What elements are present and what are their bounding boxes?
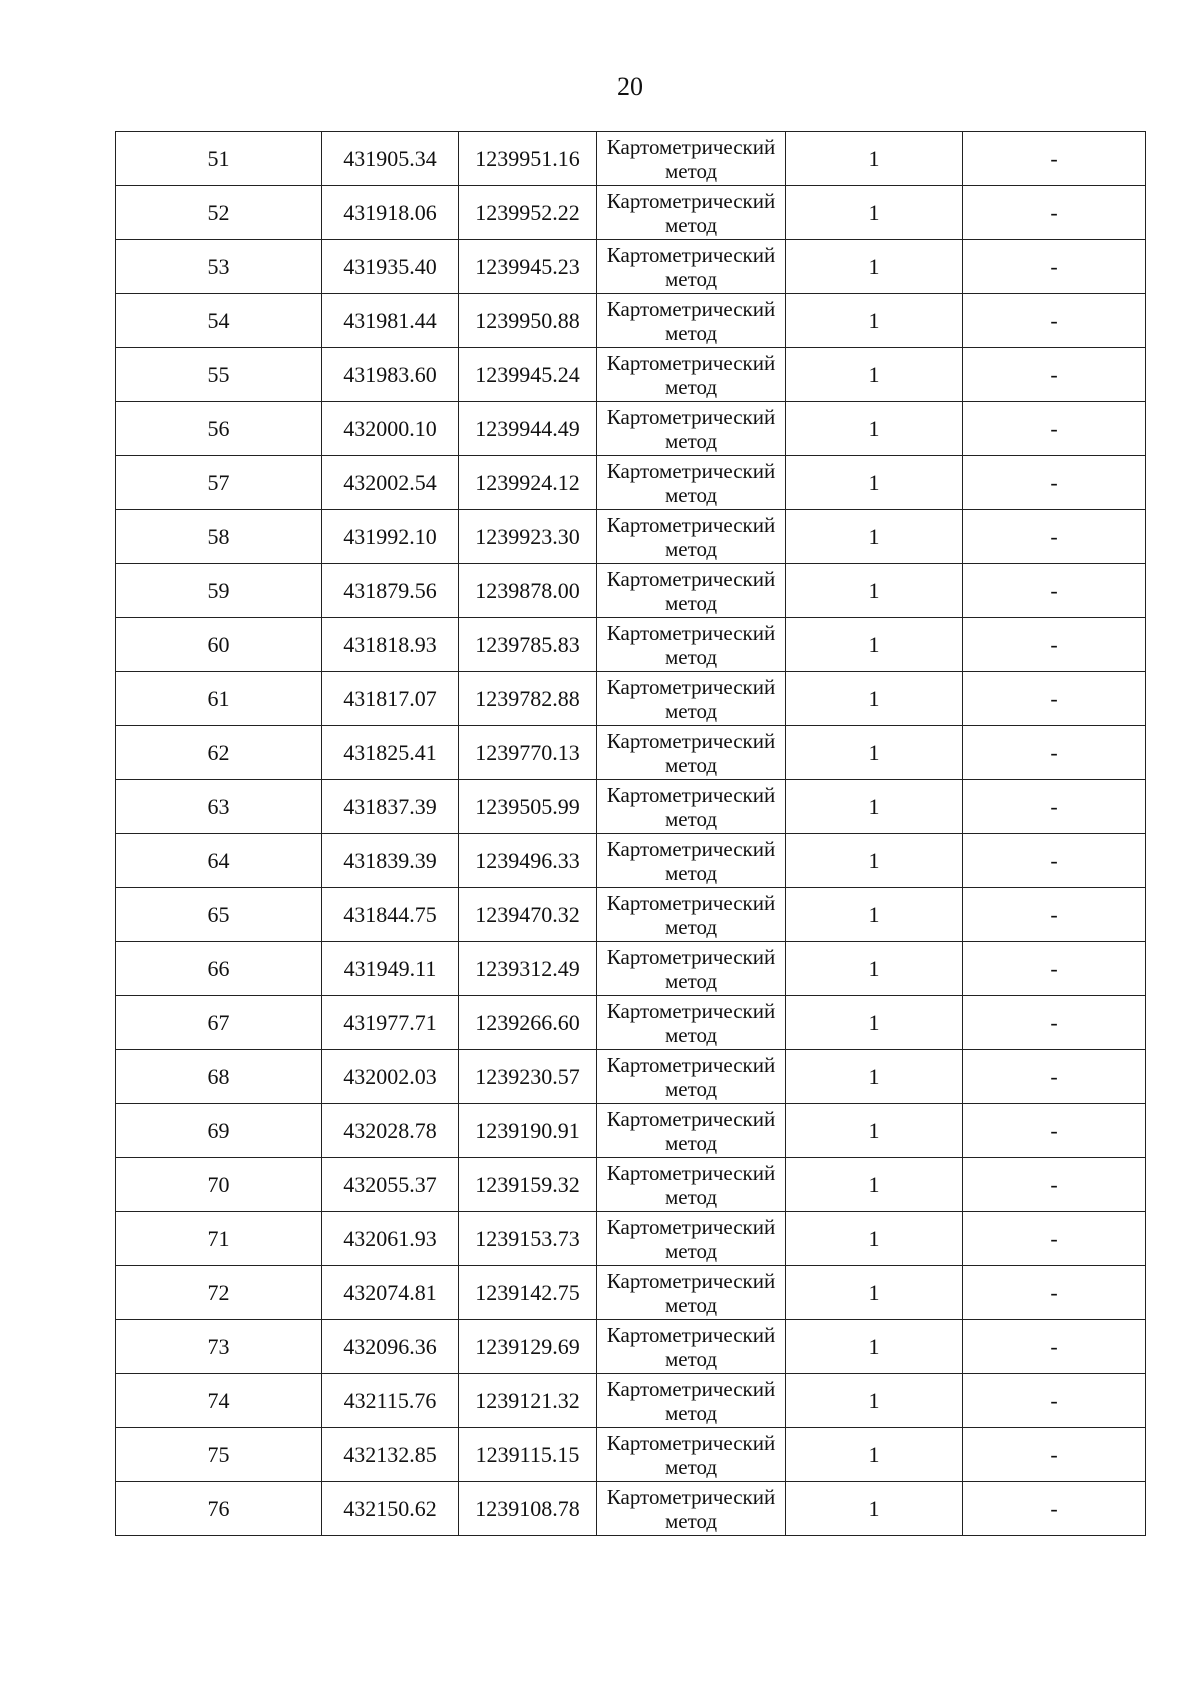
- accuracy-cell: 1: [786, 726, 963, 780]
- y-coordinate-cell: 1239153.73: [459, 1212, 597, 1266]
- note-cell: -: [963, 1374, 1146, 1428]
- method-cell: Картометрический метод: [597, 996, 786, 1050]
- x-coordinate-cell: 431817.07: [322, 672, 459, 726]
- page-number: 20: [617, 72, 643, 101]
- note-cell: -: [963, 834, 1146, 888]
- method-cell: Картометрический метод: [597, 456, 786, 510]
- note-cell: -: [963, 780, 1146, 834]
- note-cell: -: [963, 1050, 1146, 1104]
- y-coordinate-cell: 1239950.88: [459, 294, 597, 348]
- method-cell: Картометрический метод: [597, 726, 786, 780]
- accuracy-cell: 1: [786, 456, 963, 510]
- accuracy-cell: 1: [786, 510, 963, 564]
- point-number-cell: 54: [116, 294, 322, 348]
- x-coordinate-cell: 431825.41: [322, 726, 459, 780]
- table-row: [116, 186, 1146, 240]
- y-coordinate-cell: 1239782.88: [459, 672, 597, 726]
- y-coordinate-cell: 1239230.57: [459, 1050, 597, 1104]
- note-cell: -: [963, 510, 1146, 564]
- x-coordinate-cell: 432096.36: [322, 1320, 459, 1374]
- point-number-cell: 57: [116, 456, 322, 510]
- table-row: [116, 510, 1146, 564]
- y-coordinate-cell: 1239505.99: [459, 780, 597, 834]
- accuracy-cell: 1: [786, 348, 963, 402]
- method-cell: Картометрический метод: [597, 240, 786, 294]
- y-coordinate-cell: 1239115.15: [459, 1428, 597, 1482]
- table-row: [116, 942, 1146, 996]
- accuracy-cell: 1: [786, 672, 963, 726]
- y-coordinate-cell: 1239142.75: [459, 1266, 597, 1320]
- point-number-cell: 65: [116, 888, 322, 942]
- x-coordinate-cell: 432000.10: [322, 402, 459, 456]
- accuracy-cell: 1: [786, 618, 963, 672]
- point-number-cell: 76: [116, 1482, 322, 1536]
- method-cell: Картометрический метод: [597, 1104, 786, 1158]
- y-coordinate-cell: 1239470.32: [459, 888, 597, 942]
- y-coordinate-cell: 1239770.13: [459, 726, 597, 780]
- method-cell: Картометрический метод: [597, 618, 786, 672]
- accuracy-cell: 1: [786, 1320, 963, 1374]
- accuracy-cell: 1: [786, 132, 963, 186]
- method-cell: Картометрический метод: [597, 348, 786, 402]
- accuracy-cell: 1: [786, 996, 963, 1050]
- y-coordinate-cell: 1239923.30: [459, 510, 597, 564]
- x-coordinate-cell: 432055.37: [322, 1158, 459, 1212]
- method-cell: Картометрический метод: [597, 510, 786, 564]
- note-cell: -: [963, 240, 1146, 294]
- x-coordinate-cell: 432002.03: [322, 1050, 459, 1104]
- accuracy-cell: 1: [786, 834, 963, 888]
- table-row: [116, 1266, 1146, 1320]
- x-coordinate-cell: 431983.60: [322, 348, 459, 402]
- x-coordinate-cell: 431839.39: [322, 834, 459, 888]
- method-cell: Картометрический метод: [597, 132, 786, 186]
- table-row: [116, 456, 1146, 510]
- table-row: [116, 996, 1146, 1050]
- x-coordinate-cell: 432132.85: [322, 1428, 459, 1482]
- y-coordinate-cell: 1239496.33: [459, 834, 597, 888]
- note-cell: -: [963, 1266, 1146, 1320]
- note-cell: -: [963, 132, 1146, 186]
- method-cell: Картометрический метод: [597, 186, 786, 240]
- method-cell: Картометрический метод: [597, 564, 786, 618]
- table-row: [116, 888, 1146, 942]
- method-cell: Картометрический метод: [597, 888, 786, 942]
- point-number-cell: 66: [116, 942, 322, 996]
- method-cell: Картометрический метод: [597, 294, 786, 348]
- x-coordinate-cell: 432074.81: [322, 1266, 459, 1320]
- accuracy-cell: 1: [786, 240, 963, 294]
- point-number-cell: 63: [116, 780, 322, 834]
- point-number-cell: 69: [116, 1104, 322, 1158]
- note-cell: -: [963, 1320, 1146, 1374]
- note-cell: -: [963, 672, 1146, 726]
- point-number-cell: 52: [116, 186, 322, 240]
- point-number-cell: 75: [116, 1428, 322, 1482]
- point-number-cell: 71: [116, 1212, 322, 1266]
- y-coordinate-cell: 1239159.32: [459, 1158, 597, 1212]
- accuracy-cell: 1: [786, 1482, 963, 1536]
- table-row: [116, 1212, 1146, 1266]
- method-cell: Картометрический метод: [597, 1266, 786, 1320]
- y-coordinate-cell: 1239785.83: [459, 618, 597, 672]
- method-cell: Картометрический метод: [597, 942, 786, 996]
- note-cell: -: [963, 1158, 1146, 1212]
- table-row: [116, 672, 1146, 726]
- x-coordinate-cell: 431992.10: [322, 510, 459, 564]
- x-coordinate-cell: 431818.93: [322, 618, 459, 672]
- accuracy-cell: 1: [786, 294, 963, 348]
- x-coordinate-cell: 431918.06: [322, 186, 459, 240]
- x-coordinate-cell: 432115.76: [322, 1374, 459, 1428]
- y-coordinate-cell: 1239266.60: [459, 996, 597, 1050]
- note-cell: -: [963, 618, 1146, 672]
- note-cell: -: [963, 996, 1146, 1050]
- point-number-cell: 56: [116, 402, 322, 456]
- note-cell: -: [963, 186, 1146, 240]
- coordinates-table: [115, 131, 1146, 1536]
- note-cell: -: [963, 888, 1146, 942]
- note-cell: -: [963, 726, 1146, 780]
- point-number-cell: 73: [116, 1320, 322, 1374]
- method-cell: Картометрический метод: [597, 402, 786, 456]
- y-coordinate-cell: 1239108.78: [459, 1482, 597, 1536]
- x-coordinate-cell: 431935.40: [322, 240, 459, 294]
- method-cell: Картометрический метод: [597, 1320, 786, 1374]
- note-cell: -: [963, 564, 1146, 618]
- table-row: [116, 240, 1146, 294]
- coordinates-table-body: [116, 132, 1146, 1536]
- accuracy-cell: 1: [786, 1374, 963, 1428]
- accuracy-cell: 1: [786, 1158, 963, 1212]
- point-number-cell: 68: [116, 1050, 322, 1104]
- note-cell: -: [963, 942, 1146, 996]
- accuracy-cell: 1: [786, 402, 963, 456]
- method-cell: Картометрический метод: [597, 1482, 786, 1536]
- note-cell: -: [963, 348, 1146, 402]
- table-row: [116, 834, 1146, 888]
- y-coordinate-cell: 1239944.49: [459, 402, 597, 456]
- accuracy-cell: 1: [786, 1212, 963, 1266]
- table-row: [116, 132, 1146, 186]
- note-cell: -: [963, 1482, 1146, 1536]
- y-coordinate-cell: 1239312.49: [459, 942, 597, 996]
- x-coordinate-cell: 432150.62: [322, 1482, 459, 1536]
- x-coordinate-cell: 432061.93: [322, 1212, 459, 1266]
- point-number-cell: 74: [116, 1374, 322, 1428]
- y-coordinate-cell: 1239952.22: [459, 186, 597, 240]
- x-coordinate-cell: 432002.54: [322, 456, 459, 510]
- point-number-cell: 70: [116, 1158, 322, 1212]
- point-number-cell: 72: [116, 1266, 322, 1320]
- point-number-cell: 64: [116, 834, 322, 888]
- point-number-cell: 61: [116, 672, 322, 726]
- note-cell: -: [963, 1428, 1146, 1482]
- x-coordinate-cell: 431977.71: [322, 996, 459, 1050]
- table-row: [116, 294, 1146, 348]
- method-cell: Картометрический метод: [597, 1374, 786, 1428]
- y-coordinate-cell: 1239129.69: [459, 1320, 597, 1374]
- x-coordinate-cell: 432028.78: [322, 1104, 459, 1158]
- x-coordinate-cell: 431837.39: [322, 780, 459, 834]
- accuracy-cell: 1: [786, 186, 963, 240]
- accuracy-cell: 1: [786, 1050, 963, 1104]
- accuracy-cell: 1: [786, 1428, 963, 1482]
- table-row: [116, 1104, 1146, 1158]
- table-row: [116, 1158, 1146, 1212]
- table-row: [116, 564, 1146, 618]
- y-coordinate-cell: 1239945.23: [459, 240, 597, 294]
- table-row: [116, 1428, 1146, 1482]
- table-row: [116, 348, 1146, 402]
- method-cell: Картометрический метод: [597, 1428, 786, 1482]
- point-number-cell: 58: [116, 510, 322, 564]
- accuracy-cell: 1: [786, 942, 963, 996]
- method-cell: Картометрический метод: [597, 780, 786, 834]
- table-row: [116, 618, 1146, 672]
- table-row: [116, 780, 1146, 834]
- point-number-cell: 60: [116, 618, 322, 672]
- method-cell: Картометрический метод: [597, 1050, 786, 1104]
- y-coordinate-cell: 1239878.00: [459, 564, 597, 618]
- accuracy-cell: 1: [786, 888, 963, 942]
- accuracy-cell: 1: [786, 780, 963, 834]
- x-coordinate-cell: 431905.34: [322, 132, 459, 186]
- method-cell: Картометрический метод: [597, 1212, 786, 1266]
- note-cell: -: [963, 1104, 1146, 1158]
- method-cell: Картометрический метод: [597, 672, 786, 726]
- table-row: [116, 402, 1146, 456]
- y-coordinate-cell: 1239121.32: [459, 1374, 597, 1428]
- accuracy-cell: 1: [786, 564, 963, 618]
- table-row: [116, 1482, 1146, 1536]
- note-cell: -: [963, 402, 1146, 456]
- note-cell: -: [963, 294, 1146, 348]
- table-row: [116, 1320, 1146, 1374]
- x-coordinate-cell: 431879.56: [322, 564, 459, 618]
- point-number-cell: 62: [116, 726, 322, 780]
- point-number-cell: 53: [116, 240, 322, 294]
- accuracy-cell: 1: [786, 1266, 963, 1320]
- y-coordinate-cell: 1239951.16: [459, 132, 597, 186]
- y-coordinate-cell: 1239924.12: [459, 456, 597, 510]
- point-number-cell: 51: [116, 132, 322, 186]
- table-row: [116, 1050, 1146, 1104]
- point-number-cell: 59: [116, 564, 322, 618]
- note-cell: -: [963, 1212, 1146, 1266]
- y-coordinate-cell: 1239945.24: [459, 348, 597, 402]
- table-row: [116, 1374, 1146, 1428]
- x-coordinate-cell: 431949.11: [322, 942, 459, 996]
- point-number-cell: 67: [116, 996, 322, 1050]
- y-coordinate-cell: 1239190.91: [459, 1104, 597, 1158]
- accuracy-cell: 1: [786, 1104, 963, 1158]
- x-coordinate-cell: 431981.44: [322, 294, 459, 348]
- point-number-cell: 55: [116, 348, 322, 402]
- table-row: [116, 726, 1146, 780]
- x-coordinate-cell: 431844.75: [322, 888, 459, 942]
- method-cell: Картометрический метод: [597, 834, 786, 888]
- note-cell: -: [963, 456, 1146, 510]
- method-cell: Картометрический метод: [597, 1158, 786, 1212]
